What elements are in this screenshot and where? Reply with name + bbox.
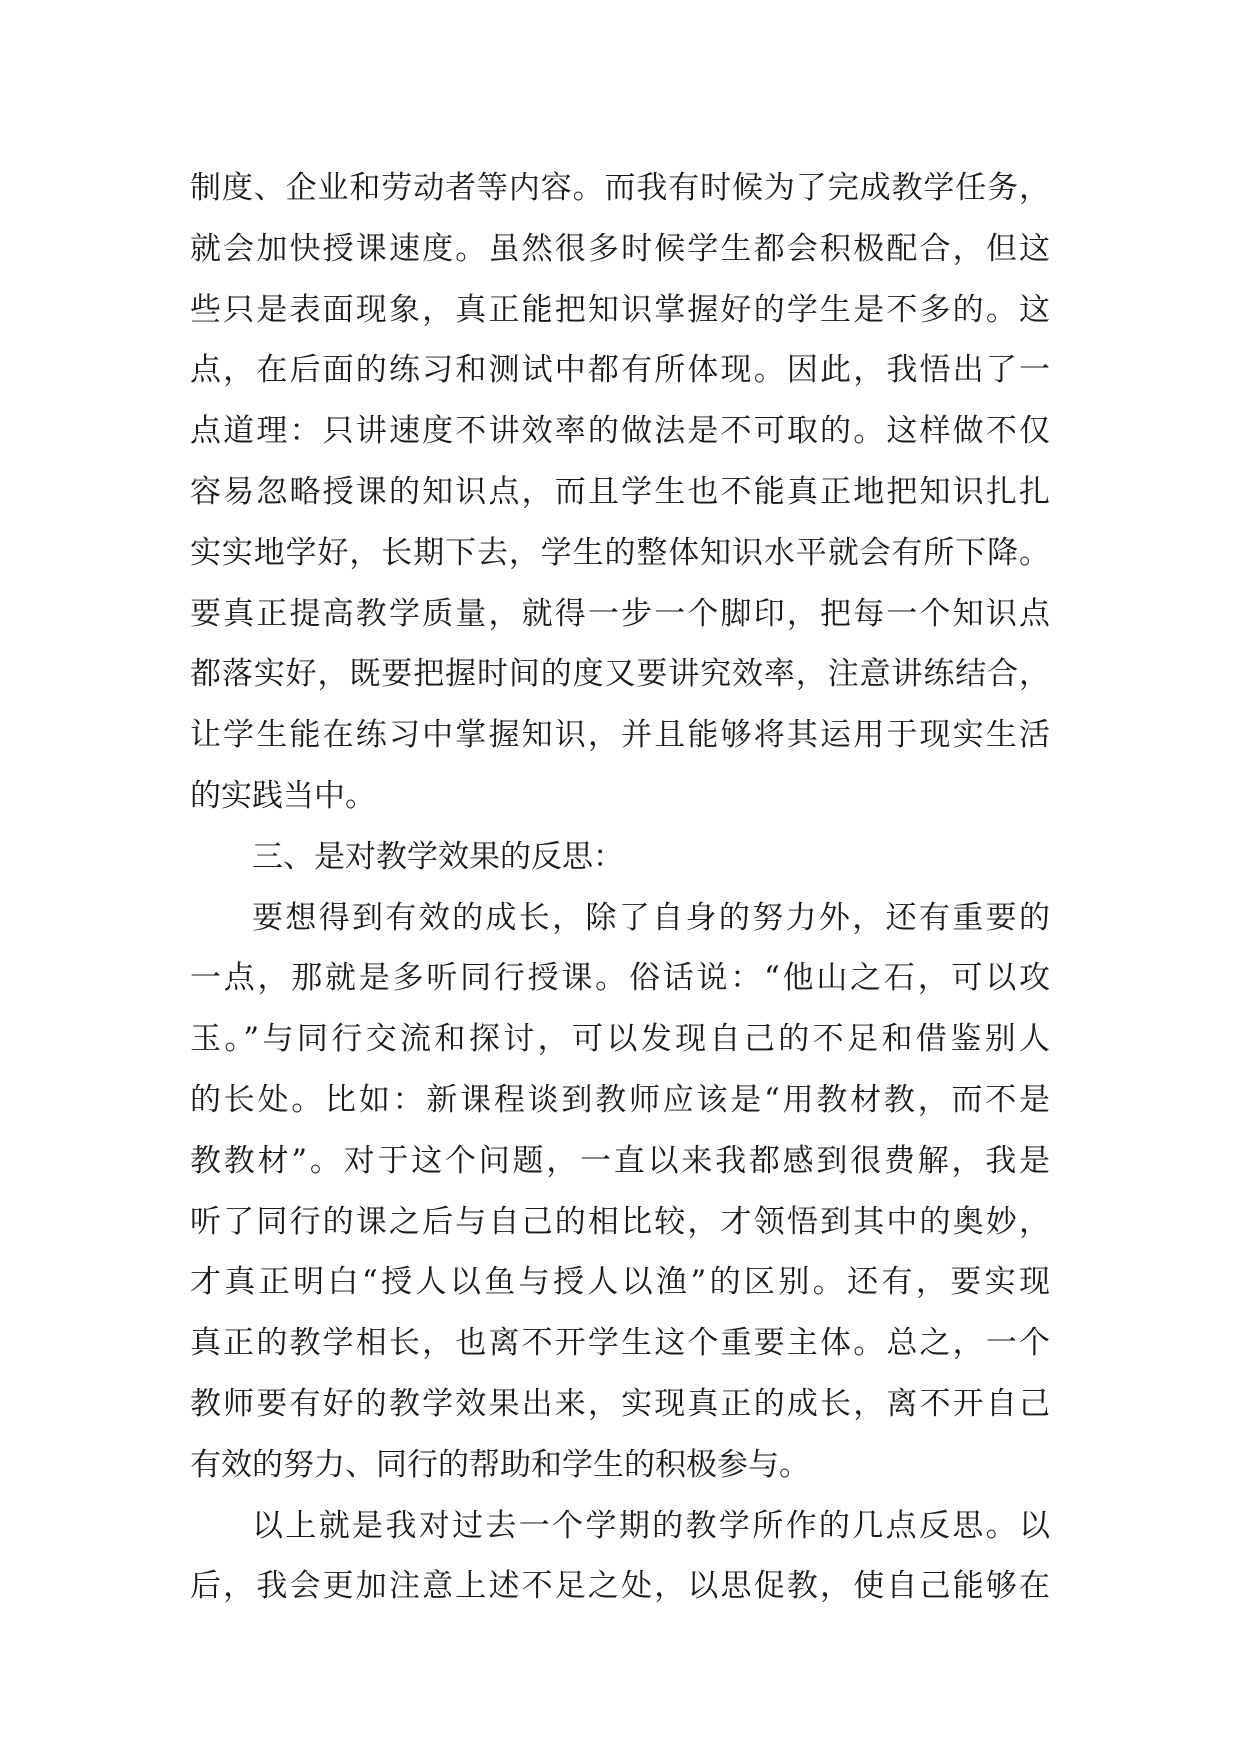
text-line: 真正的教学相长，也离不开学生这个重要主体。总之，一个 bbox=[190, 1325, 1050, 1362]
text-line: 教教材”。对于这个问题，一直以来我都感到很费解，我是 bbox=[190, 1142, 1050, 1179]
text-line: 制度、企业和劳动者等内容。而我有时候为了完成教学任务， bbox=[190, 170, 1050, 206]
text-line: 都落实好，既要把握时间的度又要讲究效率，注意讲练结合， bbox=[190, 656, 1050, 693]
text-line: 才真正明白“授人以鱼与授人以渔”的区别。还有，要实现 bbox=[190, 1264, 1050, 1301]
text-line: 实实地学好，长期下去，学生的整体知识水平就会有所下降。 bbox=[190, 534, 1050, 571]
text-line: 一点，那就是多听同行授课。俗话说：“他山之石，可以攻 bbox=[190, 960, 1050, 997]
text-line: 要真正提高教学质量，就得一步一个脚印，把每一个知识点 bbox=[190, 595, 1050, 632]
text-line: 听了同行的课之后与自己的相比较，才领悟到其中的奥妙， bbox=[190, 1203, 1050, 1240]
text-line: 玉。”与同行交流和探讨，可以发现自己的不足和借鉴别人 bbox=[190, 1021, 1050, 1058]
text-line: 的长处。比如：新课程谈到教师应该是“用教材教，而不是 bbox=[190, 1081, 1050, 1118]
text-line: 点，在后面的练习和测试中都有所体现。因此，我悟出了一 bbox=[190, 352, 1050, 389]
text-line: 教师要有好的教学效果出来，实现真正的成长，离不开自己 bbox=[190, 1385, 1050, 1422]
text-line: 三、是对教学效果的反思： bbox=[252, 838, 624, 875]
text-line: 以上就是我对过去一个学期的教学所作的几点反思。以 bbox=[252, 1507, 1050, 1544]
text-line: 些只是表面现象，真正能把知识掌握好的学生是不多的。这 bbox=[190, 291, 1050, 328]
text-line: 要想得到有效的成长，除了自身的努力外，还有重要的 bbox=[252, 899, 1050, 936]
text-line: 容易忽略授课的知识点，而且学生也不能真正地把知识扎扎 bbox=[190, 473, 1050, 510]
text-line: 的实践当中。 bbox=[190, 777, 376, 814]
text-line: 点道理：只讲速度不讲效率的做法是不可取的。这样做不仅 bbox=[190, 413, 1050, 450]
text-line: 让学生能在练习中掌握知识，并且能够将其运用于现实生活 bbox=[190, 717, 1050, 754]
text-line: 后，我会更加注意上述不足之处，以思促教，使自己能够在 bbox=[190, 1568, 1050, 1605]
text-line: 有效的努力、同行的帮助和学生的积极参与。 bbox=[190, 1446, 810, 1483]
body-text bbox=[190, 158, 1050, 1617]
text-line: 就会加快授课速度。虽然很多时候学生都会积极配合，但这 bbox=[190, 230, 1050, 267]
